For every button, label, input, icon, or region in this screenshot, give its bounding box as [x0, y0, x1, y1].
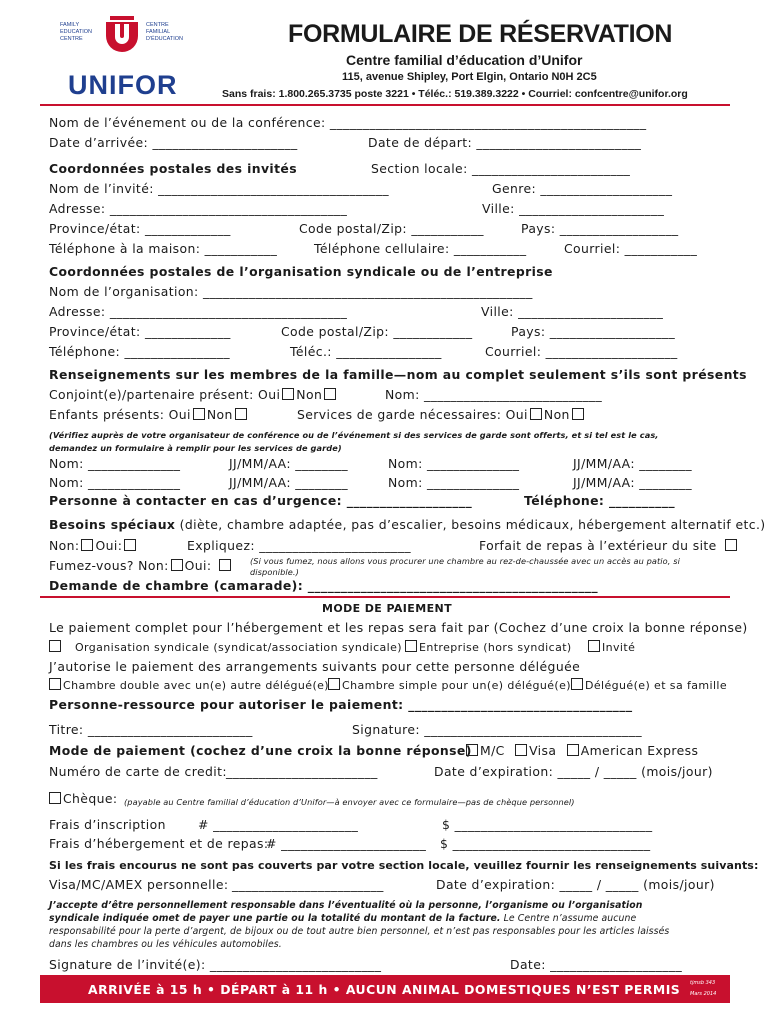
- childcare-yes-checkbox[interactable]: [530, 408, 542, 420]
- single-room-checkbox[interactable]: [328, 678, 340, 690]
- guest-province-field[interactable]: Province/état: _____________: [49, 221, 231, 236]
- smoking-note-2: disponible.): [250, 567, 299, 577]
- child1-dob-field[interactable]: JJ/MM/AA: ________: [229, 456, 348, 471]
- single-room-option: [328, 678, 571, 694]
- cheque-row: [49, 791, 117, 807]
- signature-date-field[interactable]: Date: ____________________: [510, 957, 683, 972]
- child3-name-field[interactable]: Nom: ______________: [49, 475, 181, 490]
- local-section-field[interactable]: Section locale: ________________________: [371, 161, 631, 176]
- amex-label: American Express: [580, 743, 699, 758]
- explain-field[interactable]: Expliquez: _______________________: [187, 538, 411, 553]
- needs-yes-checkbox[interactable]: [124, 539, 136, 551]
- unifor-logo: [52, 16, 192, 100]
- partner-yes-checkbox[interactable]: [282, 388, 294, 400]
- org-fax-field[interactable]: Téléc.: ________________: [290, 344, 442, 359]
- home-phone-field[interactable]: Téléphone à la maison: ___________: [49, 241, 278, 256]
- logo-left-1: FAMILY: [60, 22, 80, 28]
- guest-signature-field[interactable]: Signature de l’invité(e): __________________________: [49, 957, 382, 972]
- family-room-option: [571, 678, 727, 694]
- lodging-fee-label: Frais d’hébergement et de repas:: [49, 836, 269, 851]
- childcare-no-checkbox[interactable]: [572, 408, 584, 420]
- title-field[interactable]: Titre: _________________________: [49, 722, 253, 737]
- child3-dob-field[interactable]: JJ/MM/AA: ________: [229, 475, 348, 490]
- departure-date-field[interactable]: Date de départ: _________________________: [368, 135, 642, 150]
- double-room-label: Chambre double avec un(e) autre délégué(e): [63, 679, 329, 692]
- payer-guest-checkbox[interactable]: [588, 640, 600, 652]
- children-row: [49, 407, 249, 423]
- offsite-meal-row: [479, 538, 739, 554]
- childcare-note-2: demandez un formulaire à remplir pour les services de garde): [49, 443, 342, 453]
- registration-fee-amount[interactable]: $ ______________________________: [442, 817, 653, 832]
- double-room-option: [49, 678, 329, 694]
- guest-section-heading: Coordonnées postales des invités: [49, 161, 297, 176]
- partner-no-checkbox[interactable]: [324, 388, 336, 400]
- visa-checkbox[interactable]: [515, 744, 527, 756]
- auth-contact-field[interactable]: Personne-ressource pour autoriser le paiement: __________________________________: [49, 697, 633, 712]
- payment-instruction: Le paiement complet pour l’hébergement et les repas sera fait par (Cochez d’une croix la bonne réponse): [49, 620, 748, 635]
- payment-method-label: Mode de paiement (cochez d’une croix la bonne réponse): [49, 743, 472, 758]
- event-name-field[interactable]: Nom de l’événement ou de la conférence: ________________________________________________: [49, 115, 647, 130]
- logo-right-2: FAMILIAL: [146, 29, 171, 35]
- arrival-date-field[interactable]: Date d’arrivée: ______________________: [49, 135, 298, 150]
- logo-wordmark: UNIFOR: [68, 70, 178, 100]
- emergency-contact-field[interactable]: Personne à contacter en cas d’urgence: ___________________: [49, 493, 473, 508]
- personal-card-label: Visa/MC/AMEX personnelle:: [49, 877, 229, 892]
- footer-text: ARRIVÉE à 15 h • DÉPART à 11 h • AUCUN ANIMAL DOMESTIQUES N’EST PERMIS: [88, 982, 681, 997]
- guest-city-field[interactable]: Ville: ______________________: [482, 201, 665, 216]
- partner-row: [49, 387, 338, 403]
- child4-name-field[interactable]: Nom: ______________: [388, 475, 520, 490]
- card-number-field[interactable]: _______________________: [226, 764, 378, 779]
- children-yes-checkbox[interactable]: [193, 408, 205, 420]
- personal-card-expiry[interactable]: Date d’expiration: _____ / _____ (mois/jour): [436, 877, 715, 892]
- smoking-yes-checkbox[interactable]: [219, 559, 231, 571]
- org-email-field[interactable]: Courriel: ____________________: [485, 344, 678, 359]
- cheque-checkbox[interactable]: [49, 792, 61, 804]
- lodging-fee-count[interactable]: # ______________________: [266, 836, 427, 851]
- mc-checkbox[interactable]: [466, 744, 478, 756]
- childcare-note-1: (Vérifiez auprès de votre organisateur de conférence ou de l’événement si des services de garde sont offerts, et si tel est le cas,: [49, 430, 659, 440]
- child2-name-field[interactable]: Nom: ______________: [388, 456, 520, 471]
- guest-name-field[interactable]: Nom de l’invité: ___________________________________: [49, 181, 389, 196]
- footer-banner: [40, 975, 730, 1003]
- roommate-request-field[interactable]: Demande de chambre (camarade): ____________________________________________: [49, 578, 599, 593]
- payment-title: MODE DE PAIEMENT: [322, 602, 452, 615]
- needs-yes-label: Oui:: [95, 538, 123, 553]
- org-country-field[interactable]: Pays: ___________________: [511, 324, 676, 339]
- card-number-label: Numéro de carte de credit:: [49, 764, 227, 779]
- family-room-checkbox[interactable]: [571, 678, 583, 690]
- child4-dob-field[interactable]: JJ/MM/AA: ________: [573, 475, 692, 490]
- logo-left-2: EDUCATION: [60, 29, 92, 35]
- org-province-field[interactable]: Province/état: _____________: [49, 324, 231, 339]
- logo-right-1: CENTRE: [146, 22, 169, 28]
- registration-fee-label: Frais d’inscription: [49, 817, 166, 832]
- partner-label: Conjoint(e)/partenaire présent: Oui: [49, 387, 281, 402]
- guest-postal-field[interactable]: Code postal/Zip: ___________: [299, 221, 484, 236]
- payer-union-label: Organisation syndicale (syndicat/association syndicale): [75, 641, 402, 654]
- disclaimer-4: dans les chambres ou les véhicules automobiles.: [49, 939, 282, 950]
- double-room-checkbox[interactable]: [49, 678, 61, 690]
- mc-label: M/C: [480, 743, 505, 758]
- smoking-no-checkbox[interactable]: [171, 559, 183, 571]
- cell-phone-field[interactable]: Téléphone cellulaire: ___________: [314, 241, 527, 256]
- disclaimer-2a: syndicale indiquée omet de payer une partie ou la totalité du montant de la facture.: [49, 913, 501, 924]
- partner-name-field[interactable]: Nom: ___________________________: [385, 387, 603, 402]
- org-section-heading: Coordonnées postales de l’organisation syndicale ou de l’entreprise: [49, 264, 553, 279]
- payer-guest-option: [588, 640, 635, 656]
- card-options: [466, 743, 698, 759]
- partner-no-label: Non: [296, 387, 323, 402]
- header-rule: [40, 104, 730, 106]
- childcare-no-label: Non: [543, 407, 570, 422]
- cheque-label: Chèque:: [63, 791, 118, 806]
- visa-label: Visa: [529, 743, 557, 758]
- offsite-meal-checkbox[interactable]: [725, 539, 737, 551]
- guest-email-field[interactable]: Courriel: ___________: [564, 241, 698, 256]
- needs-no-label: Non:: [49, 538, 80, 553]
- org-city-field[interactable]: Ville: ______________________: [481, 304, 664, 319]
- center-address: 115, avenue Shipley, Port Elgin, Ontario N0H 2C5: [342, 71, 597, 83]
- smoking-note-1: (Si vous fumez, nous allons vous procurer une chambre au rez-de-chaussée avec un accès au patio, si: [250, 556, 680, 566]
- card-expiry-field[interactable]: Date d’expiration: _____ / _____ (mois/jour): [434, 764, 713, 779]
- signature-field[interactable]: Signature: _________________________________: [352, 722, 642, 737]
- children-label: Enfants présents: Oui: [49, 407, 191, 422]
- offsite-meal-label: Forfait de repas à l’extérieur du site: [479, 538, 717, 553]
- lodging-fee-amount[interactable]: $ ______________________________: [440, 836, 651, 851]
- smoking-row: [49, 558, 233, 574]
- disclaimer-1: J’accepte d’être personnellement responsable dans l’éventualité où la personne, l’organisme ou l’organisation: [49, 900, 643, 911]
- form-subtitle: Centre familial d’éducation d’Unifor: [346, 52, 583, 68]
- payer-company-label: Entreprise (hors syndicat): [419, 641, 572, 654]
- guest-country-field[interactable]: Pays: __________________: [521, 221, 679, 236]
- payer-guest-label: Invité: [602, 641, 636, 654]
- children-no-label: Non: [206, 407, 233, 422]
- payer-union-checkbox[interactable]: [49, 640, 61, 652]
- personal-card-field[interactable]: _______________________: [232, 877, 384, 892]
- footer-code-1: tjmsb 343: [690, 980, 716, 986]
- guest-address-field[interactable]: Adresse: ____________________________________: [49, 201, 348, 216]
- uncovered-fees-note: Si les frais encourus ne sont pas couverts par votre section locale, veuillez fournir les renseignements suivants:: [49, 859, 759, 872]
- payer-options: [49, 640, 402, 656]
- gender-field[interactable]: Genre: ____________________: [492, 181, 673, 196]
- registration-fee-count[interactable]: # ______________________: [198, 817, 359, 832]
- special-needs-answer: [49, 538, 138, 554]
- payer-company-checkbox[interactable]: [405, 640, 417, 652]
- org-postal-field[interactable]: Code postal/Zip: ____________: [281, 324, 473, 339]
- special-needs-row: [49, 517, 766, 533]
- child1-name-field[interactable]: Nom: ______________: [49, 456, 181, 471]
- logo-left-3: CENTRE: [60, 36, 83, 42]
- logo-right-3: D'ÉDUCATION: [146, 36, 184, 42]
- needs-no-checkbox[interactable]: [81, 539, 93, 551]
- family-room-label: Délégué(e) et sa famille: [585, 679, 728, 692]
- authorize-text: J’autorise le paiement des arrangements suivants pour cette personne déléguée: [49, 659, 581, 674]
- single-room-label: Chambre simple pour un(e) délégué(e): [342, 679, 571, 692]
- special-needs-hint: (diète, chambre adaptée, pas d’escalier, besoins médicaux, hébergement alternatif etc.): [179, 517, 766, 532]
- cheque-note: (payable au Centre familial d’éducation d’Unifor—à envoyer avec ce formulaire—pas de chèque personnel): [124, 797, 575, 807]
- family-section-heading: Renseignements sur les membres de la famille—nom au complet seulement s’ils sont présents: [49, 367, 747, 382]
- payment-rule: [40, 596, 730, 598]
- payer-company-option: [405, 640, 572, 656]
- emergency-phone-field[interactable]: Téléphone: __________: [524, 493, 675, 508]
- smoking-yes-label: Oui:: [184, 558, 212, 573]
- special-needs-label: Besoins spéciaux: [49, 517, 176, 532]
- org-phone-field[interactable]: Téléphone: ________________: [49, 344, 230, 359]
- child2-dob-field[interactable]: JJ/MM/AA: ________: [573, 456, 692, 471]
- children-no-checkbox[interactable]: [235, 408, 247, 420]
- org-address-field[interactable]: Adresse: ____________________________________: [49, 304, 348, 319]
- center-contact: Sans frais: 1.800.265.3735 poste 3221 • Téléc.: 519.389.3222 • Courriel: confcentre@unifor.org: [222, 88, 688, 100]
- org-name-field[interactable]: Nom de l’organisation: __________________________________________________: [49, 284, 533, 299]
- footer-code-2: Mars 2014: [690, 991, 717, 997]
- childcare-label: Services de garde nécessaires: Oui: [297, 407, 528, 422]
- smoking-no-label: Fumez-vous? Non:: [49, 558, 169, 573]
- amex-checkbox[interactable]: [567, 744, 579, 756]
- form-title: FORMULAIRE DE RÉSERVATION: [288, 20, 673, 48]
- disclaimer-2b: Le Centre n’assume aucune: [503, 913, 637, 924]
- childcare-row: [297, 407, 586, 423]
- disclaimer-3: responsabilité pour la perte d’argent, de bijoux ou de tout autre bien personnel, et n’est pas responsables pour les articles laissés: [49, 926, 670, 937]
